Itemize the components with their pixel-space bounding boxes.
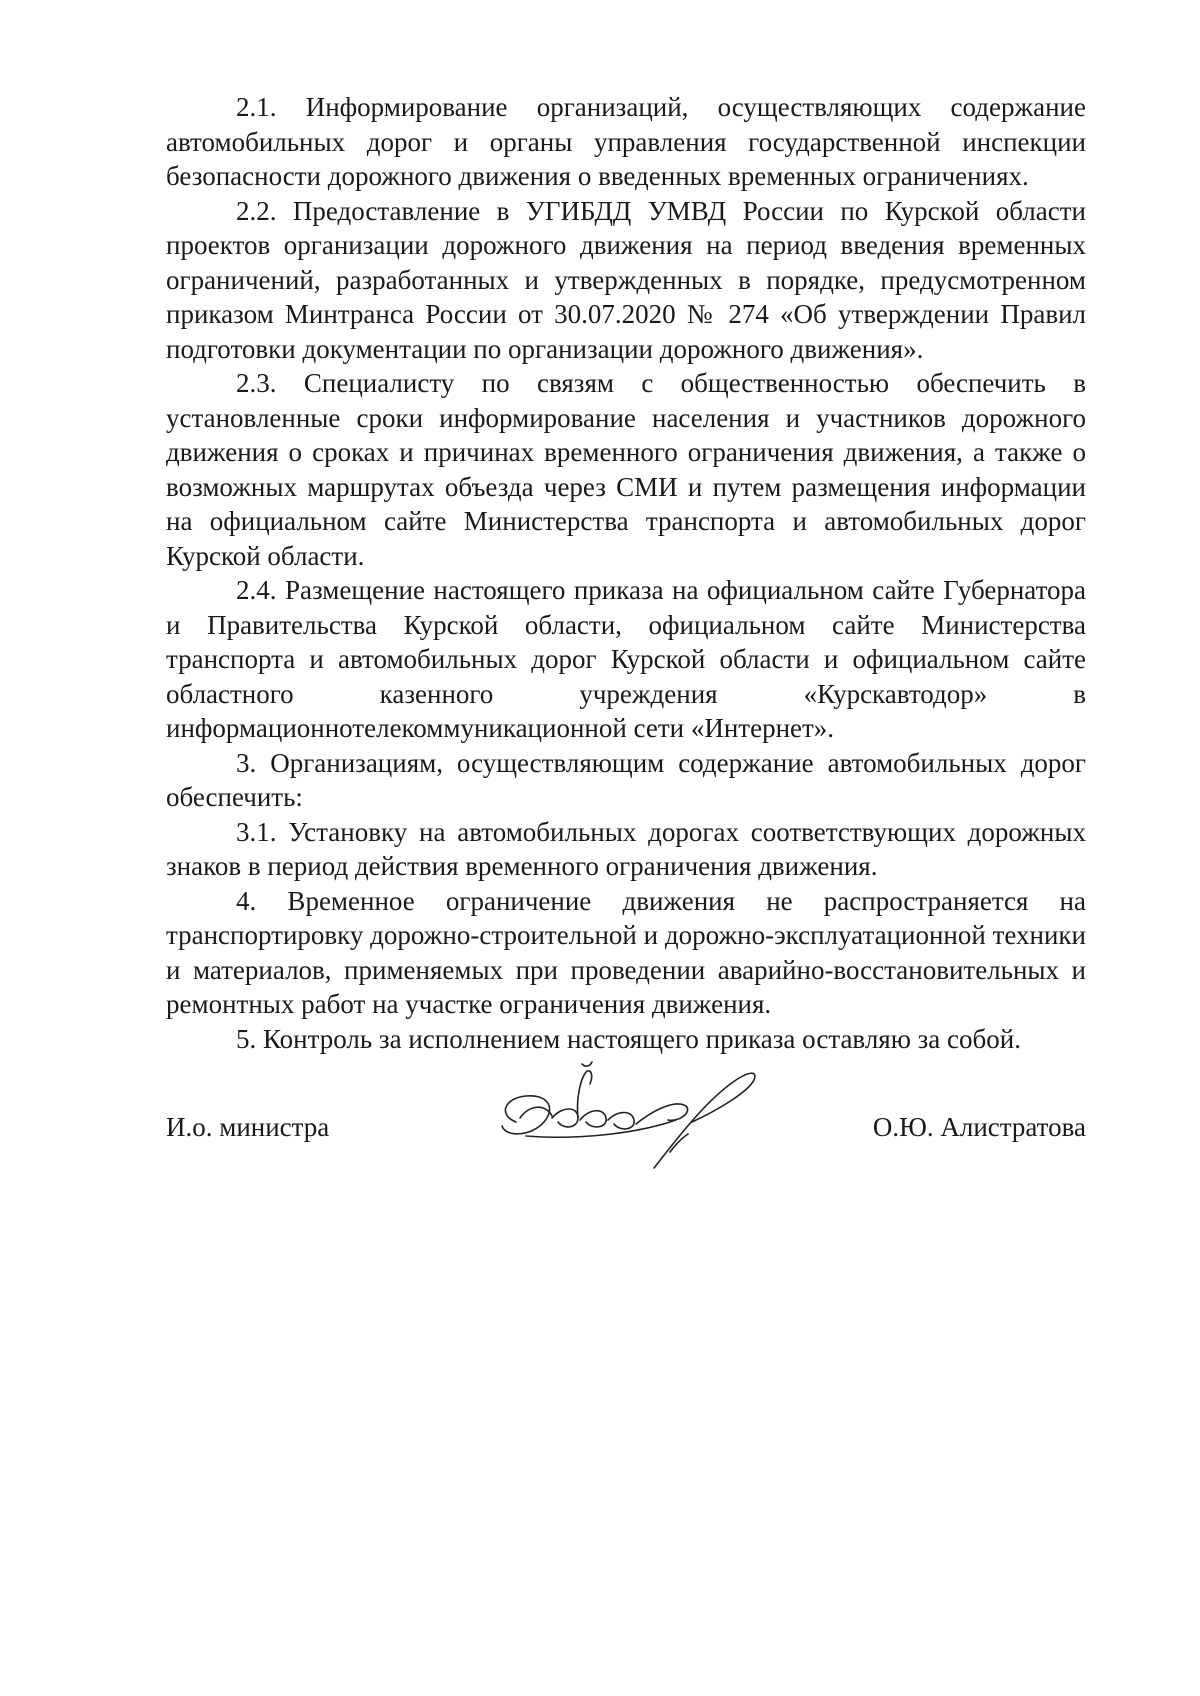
paragraph-5: 5. Контроль за исполнением настоящего приказа оставляю за собой. <box>236 1023 1021 1054</box>
paragraph-2-1: 2.1. Информирование организаций, осуществляющих содержание автомобильных дорог и органы управления государственной инспекции безопасности дорожного движения о введенных временных ограничениях. <box>166 92 1086 191</box>
signatory-name: О.Ю. Алистратова <box>872 1112 1086 1142</box>
document-body <box>166 90 1086 1056</box>
paragraph-2-3: 2.3. Специалисту по связям с общественностью обеспечить в установленные сроки информирование населения и участников дорожного движения о сроках и причинах временного ограничения движения, а также о возможных маршрутах объезда через СМИ и путем размещения информации на официальном сайте Министерства транспорта и автомобильных дорог Курской области. <box>166 368 1086 571</box>
signatory-role: И.о. министра <box>166 1112 330 1142</box>
signature-block <box>166 1060 1086 1170</box>
paragraph-4: 4. Временное ограничение движения не распространяется на транспортировку дорожно-строительной и дорожно-эксплуатационной техники и материалов, применяемых при проведении аварийно-восстановительных и ремонтных работ на участке ограничения движения. <box>166 885 1086 1019</box>
paragraph-3: 3. Организациям, осуществляющим содержание автомобильных дорог обеспечить: <box>166 747 1086 812</box>
paragraph-2-2: 2.2. Предоставление в УГИБДД УМВД России по Курской области проектов организации дорожного движения на период введения временных ограничений, разработанных и утвержденных в порядке, предусмотренном приказом Минтранса России от 30.07.2020 № 274 «Об утверждении Правил подготовки документации по организации дорожного движения». <box>166 195 1086 364</box>
paragraph-2-4: 2.4. Размещение настоящего приказа на официальном сайте Губернатора и Правительства Курской области, официальном сайте Министерства транспорта и автомобильных дорог Курской области и официальном сайте областного казенного учреждения «Курскавтодор» в информационнотелекоммуникационной сети «Интернет». <box>166 575 1086 743</box>
handwritten-signature <box>486 1060 786 1170</box>
paragraph-3-1: 3.1. Установку на автомобильных дорогах соответствующих дорожных знаков в период действия временного ограничения движения. <box>166 816 1086 881</box>
